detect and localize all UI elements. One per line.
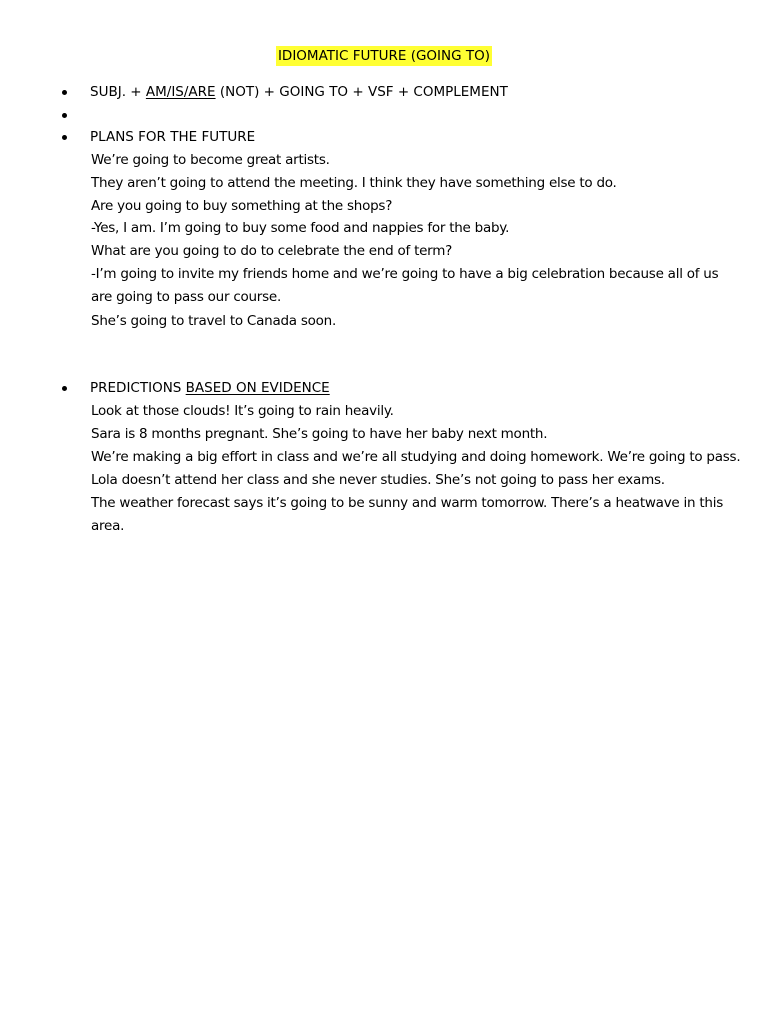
predictions-example: We’re making a big effort in class and we’re all studying and doing homework. We’re going to pass. [91, 449, 741, 465]
bullet-dot [62, 135, 67, 140]
bullet-dot [62, 90, 67, 95]
bullet-dot [62, 386, 67, 391]
plans-example: Are you going to buy something at the shops? [91, 198, 393, 214]
page-title: IDIOMATIC FUTURE (GOING TO) [277, 48, 491, 64]
title-row [0, 46, 768, 66]
predictions-example: The weather forecast says it’s going to be sunny and warm tomorrow. There’s a heatwave in this [91, 495, 724, 511]
predictions-example: area. [91, 518, 125, 534]
predictions-heading-label: PREDICTIONS [90, 380, 186, 396]
plans-example: She’s going to travel to Canada soon. [91, 313, 336, 329]
plans-example: are going to pass our course. [91, 289, 281, 305]
formula-text [90, 82, 508, 102]
plans-example: -I’m going to invite my friends home and we’re going to have a big celebration because all of us [91, 266, 719, 282]
plans-example: What are you going to do to celebrate the end of term? [91, 243, 453, 259]
bullet-dot [62, 113, 67, 118]
predictions-bullet [62, 378, 330, 398]
plans-example: They aren’t going to attend the meeting. I think they have something else to do. [91, 175, 617, 191]
formula-suffix: (NOT) + GOING TO + VSF + COMPLEMENT [215, 84, 508, 100]
predictions-heading [90, 378, 330, 398]
plans-example: We’re going to become great artists. [91, 152, 330, 168]
plans-heading: PLANS FOR THE FUTURE [90, 129, 256, 145]
formula-verb-forms: AM/IS/ARE [145, 84, 216, 100]
predictions-heading-emphasis: BASED ON EVIDENCE [185, 380, 330, 396]
empty-bullet [62, 105, 67, 125]
predictions-example: Sara is 8 months pregnant. She’s going to have her baby next month. [91, 426, 548, 442]
formula-prefix: SUBJ. + [90, 84, 146, 100]
plans-bullet [62, 127, 256, 147]
formula-bullet [62, 82, 508, 102]
plans-example: -Yes, I am. I’m going to buy some food and nappies for the baby. [91, 220, 510, 236]
predictions-example: Lola doesn’t attend her class and she never studies. She’s not going to pass her exams. [91, 472, 665, 488]
predictions-example: Look at those clouds! It’s going to rain heavily. [91, 403, 394, 419]
